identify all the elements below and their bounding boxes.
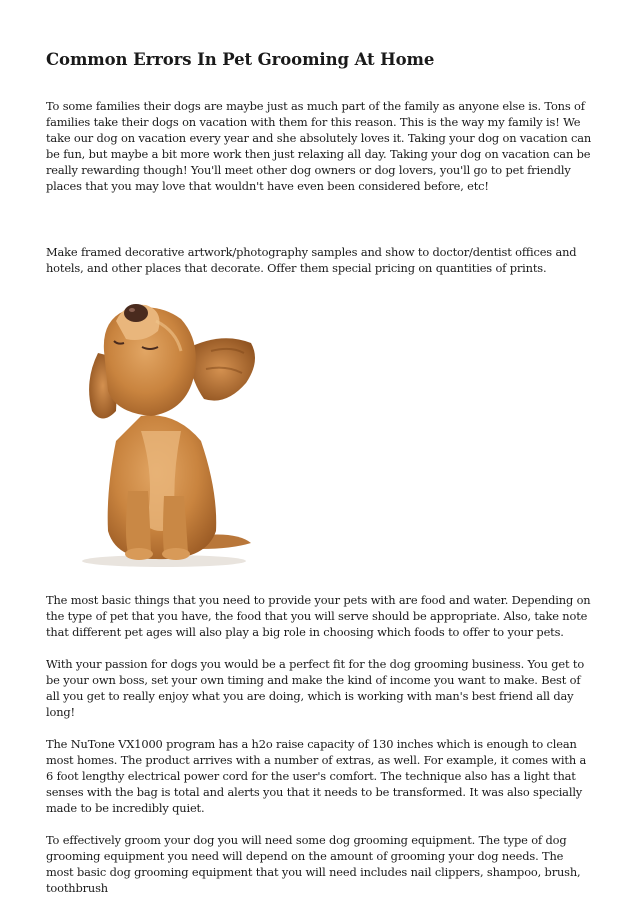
paragraph-nutone: The NuTone VX1000 program has a h2o raise capacity of 130 inches which is enough to clean most homes. The product arrives with a number of extras, as well. For example, it comes with a 6 foot lengthy electrical power cord for the user's comfort. The technique also has a light that senses with the bag is total and alerts you that it needs to be transformed. It was also specially made to be incredibly quiet. (46, 737, 587, 815)
paragraph-passion: With your passion for dogs you would be a perfect fit for the dog grooming business. You get to be your own boss, set your own timing and make the kind of income you want to make. Best of all you get to really enjoy what you are doing, which is working with man's best friend all day long! (46, 657, 585, 719)
paragraph-food-water: The most basic things that you need to provide your pets with are food and water. Depending on the type of pet that you have, the food that you will serve should be appropriate. Also, take note that different pet ages will also play a big role in choosing which foods to offer to your pets. (46, 593, 591, 639)
paragraph-artwork: Make framed decorative artwork/photography samples and show to doctor/dentist offices and hotels, and other places that decorate. Offer them special pricing on quantities of prints. (46, 245, 577, 275)
document-title: Common Errors In Pet Grooming At Home (46, 50, 435, 69)
puppy-photo (46, 291, 270, 577)
paragraph-intro: To some families their dogs are maybe just as much part of the family as anyone else is. Tons of families take their dogs on vacation with them for this reason. This is the way my family is! We take our dog on vacation every year and she absolutely loves it. Taking your dog on vacation can be fun, but maybe a bit more work then just relaxing all day. Taking your dog on vacation can be really rewarding though! You'll meet other dog owners or dog lovers, you'll go to pet friendly places that you may love that wouldn't have even been considered before, etc! (46, 99, 592, 193)
document-page (46, 46, 594, 896)
paragraph-equipment: To effectively groom your dog you will need some dog grooming equipment. The type of dog grooming equipment you need will depend on the amount of grooming your dog needs. The most basic dog grooming equipment that you will need includes nail clippers, shampoo, brush, toothbrush (46, 833, 581, 895)
